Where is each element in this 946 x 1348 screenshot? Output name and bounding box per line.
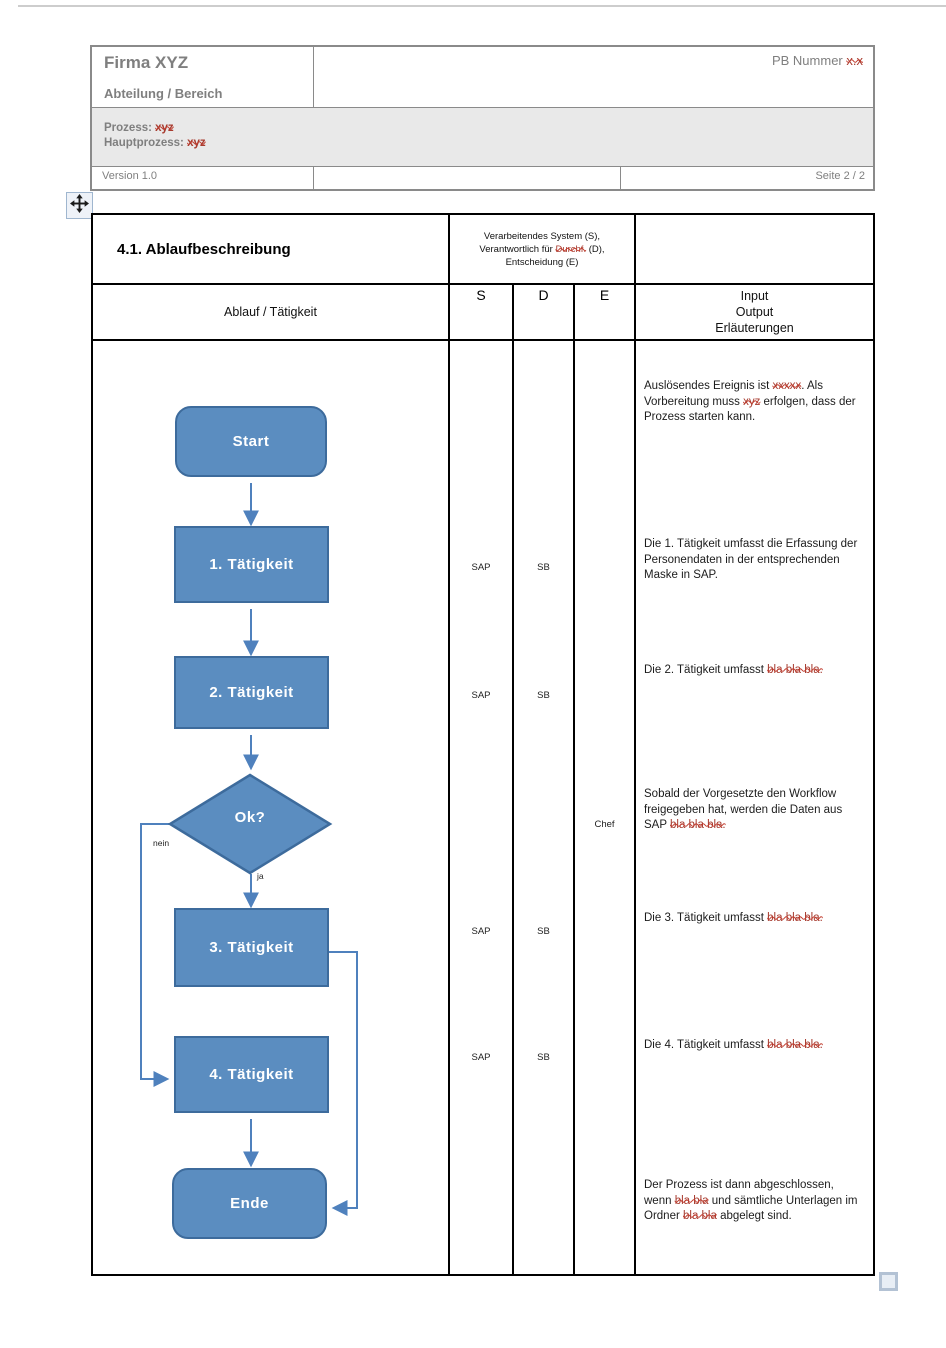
flow-node-step4[interactable] xyxy=(174,1036,329,1113)
io-header-line1: Input xyxy=(740,289,769,303)
pb-number: PB Nummer x.x xyxy=(771,53,863,68)
description-end: Der Prozess ist dann abgeschlossen, wenn bla bla und sämtliche Unterlagen im Ordner bla bla abgelegt sind. xyxy=(644,1179,858,1222)
description-step1: Die 1. Tätigkeit umfasst die Erfassung der Personendaten in der entsprechenden Maske in SAP. xyxy=(644,538,858,581)
system-legend-line1: Verarbeitendes System (S), xyxy=(483,230,601,242)
decision-label: Ok? xyxy=(234,809,266,826)
body-content-overlay xyxy=(93,341,873,1274)
title-row-empty-cell xyxy=(636,215,873,283)
company-cell xyxy=(92,47,314,107)
title-cell xyxy=(93,215,450,283)
flow-node-end-label: Ende xyxy=(230,1195,269,1212)
flow-node-step2[interactable] xyxy=(174,656,329,729)
page-top-edge xyxy=(18,5,946,7)
decision-value-chef: Chef xyxy=(594,819,615,830)
edge-label-ja: ja xyxy=(257,871,264,881)
system-value-row2: SAP xyxy=(471,690,491,701)
column-header-row xyxy=(93,285,873,341)
io-header-line3: Erläuterungen xyxy=(715,321,794,335)
process-description-table xyxy=(91,213,875,1276)
table-resize-handle[interactable] xyxy=(879,1272,898,1291)
header-row-version xyxy=(92,167,873,189)
responsible-value-row2: SB xyxy=(537,690,550,701)
process-line: Prozess: xyz xyxy=(104,122,174,134)
section-title: 4.1. Ablaufbeschreibung xyxy=(117,240,291,258)
arrow-step3-bypass-to-end xyxy=(329,952,357,1208)
description-step3: Die 3. Tätigkeit umfasst bla bla bla. xyxy=(644,912,823,924)
flow-node-end[interactable] xyxy=(172,1168,327,1239)
description-step2: Die 2. Tätigkeit umfasst bla bla bla. xyxy=(644,664,823,676)
flow-node-start[interactable] xyxy=(175,406,327,477)
description-decision: Sobald der Vorgesetzte den Workflow freigegeben hat, werden die Daten aus SAP bla bla bla. xyxy=(644,788,843,831)
flow-node-step2-label: 2. Tätigkeit xyxy=(209,684,294,701)
table-move-handle[interactable] xyxy=(66,192,93,219)
description-start: Auslösendes Ereignis ist xxxxx. Als Vorbereitung muss xyz erfolgen, dass der Prozess starten kann. xyxy=(644,380,856,423)
department-label: Abteilung / Bereich xyxy=(104,86,223,101)
system-value-row3: SAP xyxy=(471,926,491,937)
column-header-s: S xyxy=(450,285,514,339)
system-value-row4: SAP xyxy=(471,1052,491,1063)
main-process-line: Hauptprozess: xyz xyxy=(104,137,206,149)
column-header-e: E xyxy=(575,285,636,339)
responsible-value-row3: SB xyxy=(537,926,550,937)
column-header-d: D xyxy=(514,285,575,339)
system-value-row1: SAP xyxy=(471,562,491,573)
edge-label-nein: nein xyxy=(153,838,170,848)
version-spacer-cell xyxy=(314,167,621,189)
responsible-value-row4: SB xyxy=(537,1052,550,1063)
flow-node-step3-label: 3. Tätigkeit xyxy=(209,939,294,956)
process-band xyxy=(92,107,873,167)
header-row-company xyxy=(92,47,873,107)
flow-node-step1-label: 1. Tätigkeit xyxy=(209,556,294,573)
company-name: Firma XYZ xyxy=(104,53,189,72)
column-header-flow: Ablauf / Tätigkeit xyxy=(93,285,450,339)
column-header-io xyxy=(636,285,873,339)
system-legend-line3: Entscheidung (E) xyxy=(505,256,579,268)
flow-node-step4-label: 4. Tätigkeit xyxy=(209,1066,294,1083)
page-number-label: Seite 2 / 2 xyxy=(815,170,865,182)
io-header-line2: Output xyxy=(735,305,774,319)
description-step4: Die 4. Tätigkeit umfasst bla bla bla. xyxy=(644,1039,823,1051)
move-arrows-icon xyxy=(70,194,89,218)
system-legend-line2: Verantwortlich für Durchf. (D), xyxy=(479,243,605,255)
table-title-row xyxy=(93,215,873,285)
flow-node-start-label: Start xyxy=(232,433,270,450)
document-header-table xyxy=(90,45,875,191)
version-label: Version 1.0 xyxy=(92,167,314,189)
flow-node-step1[interactable] xyxy=(174,526,329,603)
flow-node-step3[interactable] xyxy=(174,908,329,987)
responsible-value-row1: SB xyxy=(537,562,550,573)
table-body xyxy=(93,341,873,1274)
system-legend-cell xyxy=(450,215,636,283)
pb-number-cell xyxy=(314,47,873,107)
arrow-decision-nein-to-step4 xyxy=(141,824,170,1079)
